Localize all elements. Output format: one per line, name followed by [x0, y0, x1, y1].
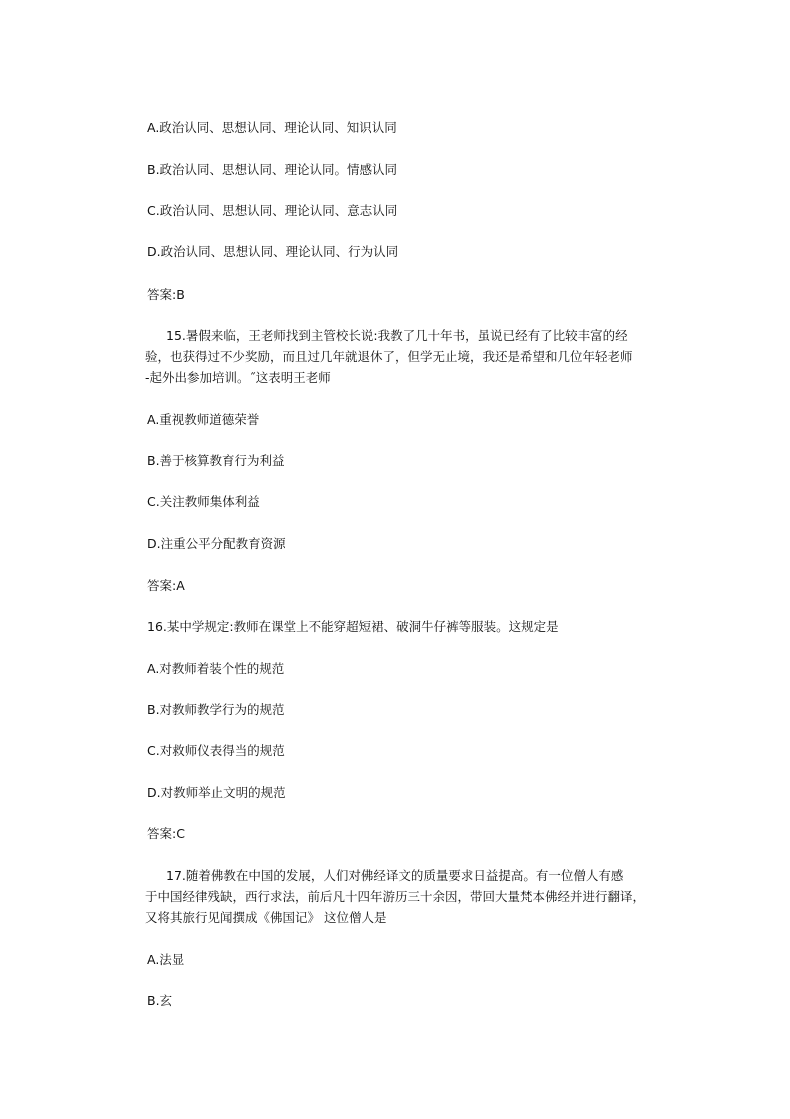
option-c: C.对救师仪表得当的规范 [147, 743, 285, 758]
option-a: A.法显 [147, 952, 185, 967]
option-b: B.对教师教学行为的规范 [147, 702, 285, 717]
answer: 答案:C [147, 826, 185, 841]
answer: 答案:B [147, 287, 185, 302]
option-d: D.注重公平分配教育资源 [147, 536, 286, 551]
option-b: B.善于核算教育行为利益 [147, 453, 285, 468]
option-c: C.政治认同、思想认同、理论认同、意志认同 [147, 203, 398, 218]
question-text: -起外出参加培训。˝这表明王老师 [145, 370, 331, 385]
option-a: A.重视教师道德荣誉 [147, 412, 260, 427]
question-text: 16.某中学规定:教师在课堂上不能穿超短裙、破洞牛仔裤等服装。这规定是 [147, 619, 559, 634]
option-d: D.政治认同、思想认同、理论认同、行为认同 [147, 244, 399, 259]
question-text: 17.随着佛教在中国的发展，人们对佛经译文的质量要求日益提高。有一位僧人有感 [166, 868, 624, 883]
option-b: B.政治认同、思想认同、理论认同。情感认同 [147, 162, 398, 177]
option-a: A.政治认同、思想认同、理论认同、知识认同 [147, 120, 397, 135]
option-b: B.玄 [147, 993, 173, 1008]
option-c: C.关注教师集体利益 [147, 494, 260, 509]
question-text: 于中国经律残缺，西行求法，前后凡十四年游历三十余因，带回大量梵本佛经并进行翻译， [145, 889, 646, 904]
option-d: D.对教师举止文明的规范 [147, 785, 286, 800]
question-text: 又将其旅行见闻撰成《佛国记》 这位僧人是 [145, 910, 387, 925]
answer: 答案:A [147, 578, 185, 593]
question-text: 验，也获得过不少奖励，而且过几年就退休了，但学无止境，我还是希望和几位年轻老师 [145, 349, 633, 364]
option-a: A.对教师着装个性的规范 [147, 661, 285, 676]
question-text: 15.暑假来临，王老师找到主管校长说:我教了几十年书，虽说已经有了比较丰富的经 [166, 328, 628, 343]
